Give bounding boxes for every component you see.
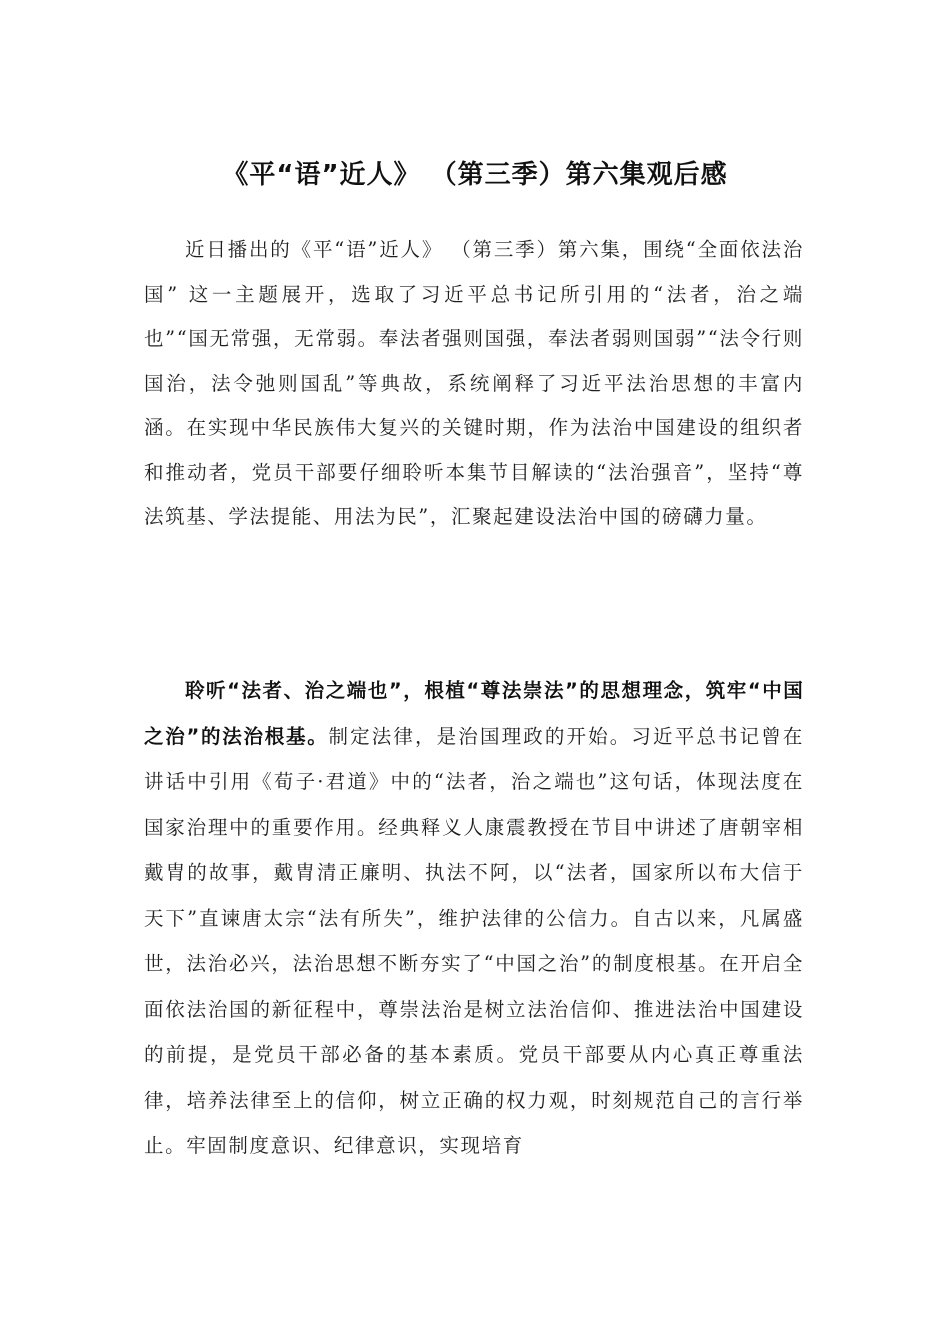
section-one-heading: 聆听“法者、治之端也”，根植“尊法崇法”的思想理念，筑牢“中国之治”的法治根基。	[144, 679, 804, 748]
paragraph-section-one	[144, 668, 804, 1169]
paragraph-section-one-text: 制定法律，是治国理政的开始。习近平总书记曾在讲话中引用《荀子·君道》中的“法者，治之端也”这句话，体现法度在国家治理中的重要作用。经典释义人康震教授在节目中讲述了唐朝宰相戴胄的故事，戴胄清正廉明、执法不阿，以“法者，国家所以布大信于天下”直谏唐太宗“法有所失”，维护法律的公信力。自古以来，凡属盛世，法治必兴，法治思想不断夯实了“中国之治”的制度根基。在开启全面依法治国的新征程中，尊崇法治是树立法治信仰、推进法治中国建设的前提，是党员干部必备的基本素质。党员干部要从内心真正尊重法律，培养法律至上的信仰，树立正确的权力观，时刻规范自己的言行举止。牢固制度意识、纪律意识，实现培育	[144, 724, 804, 1157]
paragraph-intro-text: 近日播出的《平“语”近人》 （第三季）第六集，围绕“全面依法治国” 这一主题展开，选取了习近平总书记所引用的“法者，治之端也”“国无常强，无常弱。奉法者强则国强，奉法者弱则国弱”“法令行则国治，法令弛则国乱”等典故，系统阐释了习近平法治思想的丰富内涵。在实现中华民族伟大复兴的关键时期，作为法治中国建设的组织者和推动者，党员干部要仔细聆听本集节目解读的“法治强音”，坚持“尊法筑基、学法提能、用法为民”，汇聚起建设法治中国的磅礴力量。	[144, 238, 804, 528]
paragraph-intro	[144, 228, 804, 540]
document-title: 《平“语”近人》 （第三季）第六集观后感	[222, 160, 728, 190]
